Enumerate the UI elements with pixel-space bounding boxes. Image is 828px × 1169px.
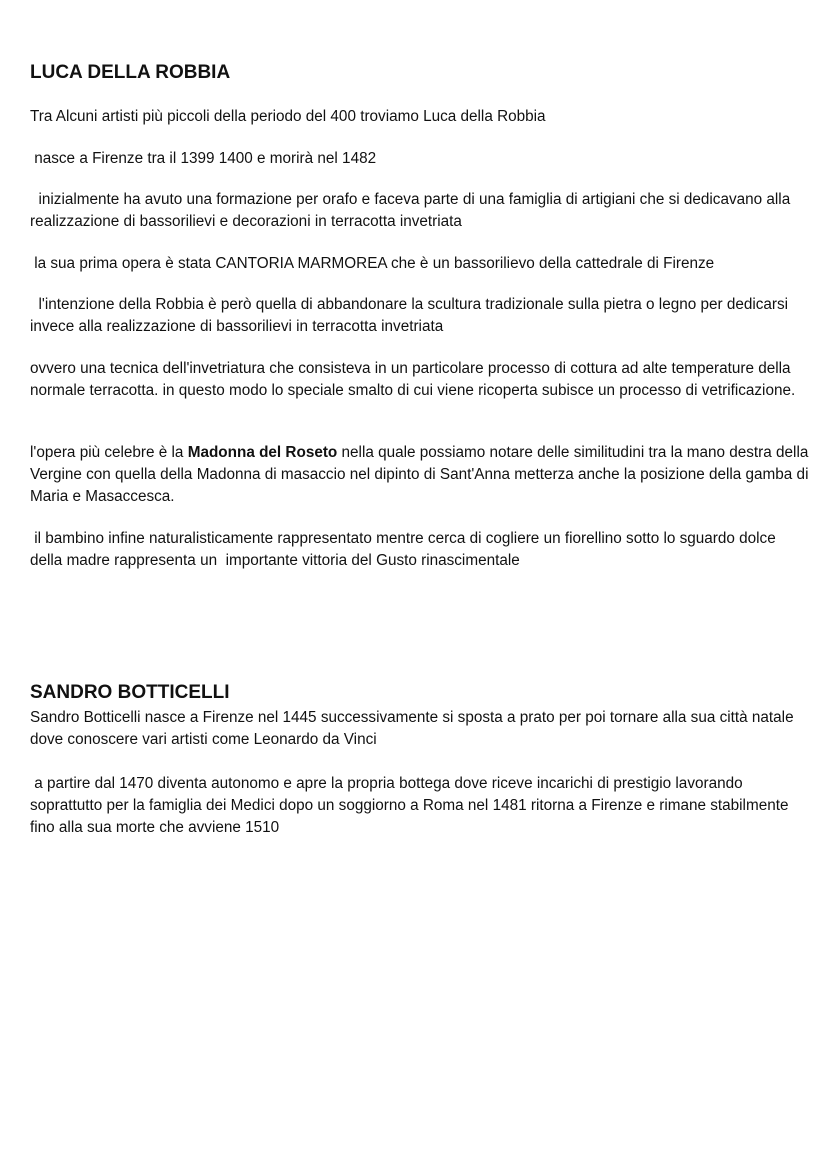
paragraph: l'intenzione della Robbia è però quella di abbandonare la scultura tradizionale sulla pietra o legno per dedicarsi invece alla realizzazione di bassorilievi in terracotta invetriata bbox=[30, 296, 793, 335]
section-title-sandro-botticelli: SANDRO BOTTICELLI bbox=[30, 682, 230, 703]
paragraph: il bambino infine naturalisticamente rappresentato mentre cerca di cogliere un fiorellino sotto lo sguardo dolce della madre rappresenta un importante vittoria del Gusto rinascimentale bbox=[30, 530, 780, 569]
text-span: nella quale possiamo notare delle similitudini tra la mano destra della Vergine con quella della Madonna di masaccio nel dipinto di Sant'Anna metterza anche la posizione della gamba di Maria e Masaccesca. bbox=[30, 444, 813, 505]
paragraph: la sua prima opera è stata CANTORIA MARMOREA che è un bassorilievo della cattedrale di Firenze bbox=[30, 255, 715, 272]
paragraph: Sandro Botticelli nasce a Firenze nel 1445 successivamente si sposta a prato per poi tornare alla sua città natale dove conoscere vari artisti come Leonardo da Vinci bbox=[30, 709, 798, 748]
paragraph-madonna-del-roseto bbox=[30, 442, 813, 508]
paragraph: inizialmente ha avuto una formazione per orafo e faceva parte di una famiglia di artigiani che si dedicavano alla realizzazione di bassorilievi e decorazioni in terracotta invetriata bbox=[30, 191, 795, 230]
paragraph: Tra Alcuni artisti più piccoli della periodo del 400 troviamo Luca della Robbia bbox=[30, 108, 546, 125]
paragraph: ovvero una tecnica dell'invetriatura che consisteva in un particolare processo di cottura ad alte temperature della normale terracotta. in questo modo lo speciale smalto di cui viene ricoperta subisce un processo di vetrificazione. bbox=[30, 360, 796, 399]
text-span: l'opera più celebre è la bbox=[30, 444, 188, 461]
paragraph: nasce a Firenze tra il 1399 1400 e morirà nel 1482 bbox=[30, 150, 377, 167]
artwork-title-bold: Madonna del Roseto bbox=[187, 444, 338, 461]
section-title-luca-della-robbia: LUCA DELLA ROBBIA bbox=[30, 62, 231, 83]
paragraph: a partire dal 1470 diventa autonomo e apre la propria bottega dove riceve incarichi di prestigio lavorando soprattutto per la famiglia dei Medici dopo un soggiorno a Roma nel 1481 ritorna a Firenze e rimane stabilmente fino alla sua morte che avviene 1510 bbox=[30, 775, 793, 836]
